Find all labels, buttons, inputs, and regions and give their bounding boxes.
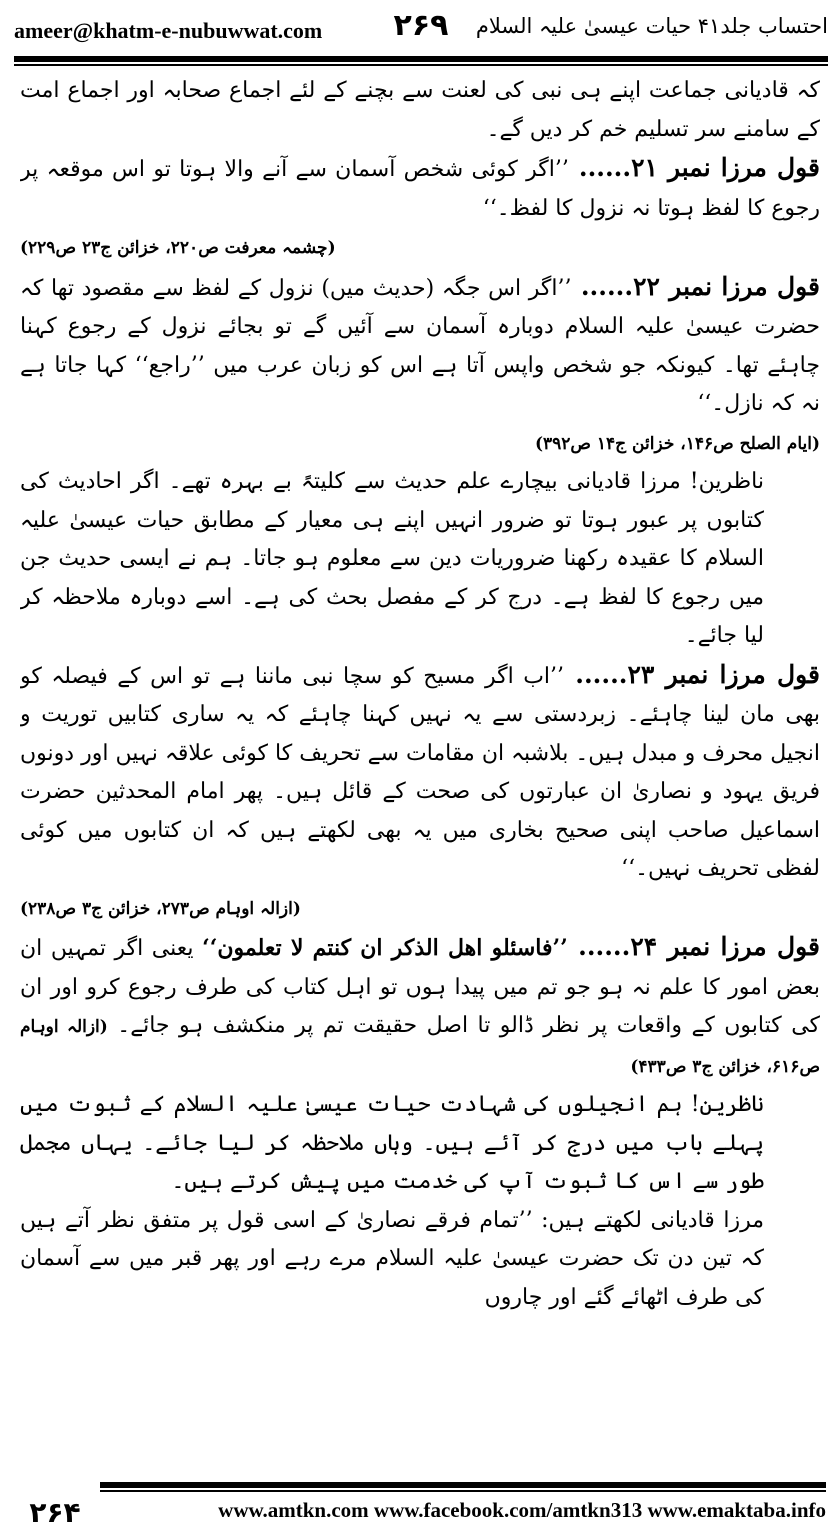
quote-23 [20, 656, 820, 889]
page-body [20, 72, 820, 1482]
quote-23-heading: قول مرزا نمبر ۲۳...... [564, 659, 820, 689]
quote-21-reference: (چشمہ معرفت ص۲۲۰، خزائن ج۲۳ ص۲۲۹) [20, 238, 336, 258]
page-header [14, 8, 828, 52]
quote-22 [20, 268, 820, 424]
quote-24 [20, 928, 820, 1086]
quote-24-heading: قول مرزا نمبر ۲۴...... [567, 932, 820, 961]
footer-rule-thin [100, 1490, 826, 1492]
quote-21-text: ’’اگر کوئی شخص آسمان سے آنے والا ہوتا تو اس موقعہ پر رجوع کا لفظ ہوتا نہ نزول کا لفظ۔‘‘ [20, 157, 820, 221]
paragraph-nazireen-2: ناظرین! ہم انجیلوں کی شہادت حیات عیسیٰ علیہ السلام کے ثبوت میں پہلے باب میں درج کر آئے ہیں۔ وہاں ملاحظہ کر لیا جائے۔ یہاں مجمل طور سے اس کا ثبوت آپ کی خدمت میں پیش کرتے ہیں۔ [20, 1092, 764, 1194]
header-title: احتساب جلد۴۱ حیات عیسیٰ علیہ السلام [475, 14, 828, 38]
quote-21-reference-line [20, 228, 820, 268]
quote-22-heading: قول مرزا نمبر ۲۲...... [571, 271, 820, 301]
paragraph-intro: کہ قادیانی جماعت اپنے ہی نبی کی لعنت سے بچنے کے لئے اجماع صحابہ اور اجماع امت کے سامنے سر تسلیم خم کر دیں گے۔ [20, 78, 820, 142]
quote-22-reference-line [20, 424, 820, 464]
quote-23-reference-line [20, 889, 820, 929]
paragraph-nazireen-1: ناظرین! مرزا قادیانی بیچارے علم حدیث سے کلیتہً بے بہرہ تھے۔ اگر احادیث کی کتابوں پر عبور ہوتا تو ضرور انہیں اپنے ہی معیار کے مطابق حیات عیسیٰ علیہ السلام کا عقیدہ رکھنا ضروریات دین سے معلوم ہو جاتا۔ ہم نے ایسی حدیث جن میں رجوع کا لفظ ہے۔ درج کر کے مفصل بحث کی ہے۔ اسے دوبارہ ملاحظہ کر لیا جائے۔ [20, 469, 765, 648]
quote-22-reference: (ایام الصلح ص۱۴۶، خزائن ج۱۴ ص۳۹۲) [534, 433, 820, 454]
quote-23-text: ’’اب اگر مسیح کو سچا نبی ماننا ہے تو اس کے فیصلہ کو بھی مان لینا چاہئے۔ زبردستی سے یہ نہیں کہنا چاہئے کہ یہ ساری کتابیں توریت و انجیل محرف و مبدل ہیں۔ بلاشبہ ان مقامات سے تحریف کا کوئی علاقہ نہیں اور دونوں فریق یہود و نصاریٰ ان عبارتوں کی صحت کے قائل ہیں۔ پھر امام المحدثین حضرت اسماعیل صاحب اپنی صحیح بخاری میں یہ بھی لکھتے ہیں کہ ان کتابوں میں کوئی لفظی تحریف نہیں۔‘‘ [20, 663, 820, 881]
quote-24-text: یعنی اگر تمہیں ان بعض امور کا علم نہ ہو جو تم میں پیدا ہوں تو اہل کتاب کی طرف رجوع کرو اور ان کی کتابوں کے واقعات پر نظر ڈالو تا اصل حقیقت تم پر منکشف ہو جائے۔ [20, 936, 820, 1038]
quote-24-arabic: ’’فاسئلو اھل الذکر ان کنتم لا تعلمون‘‘ [202, 935, 568, 961]
header-rule-thin [14, 64, 828, 66]
header-email: ameer@khatm-e-nubuwwat.com [14, 18, 323, 43]
footer-page-number: ۲۶۴ [29, 1496, 81, 1529]
paragraph-mirza-writes: مرزا قادیانی لکھتے ہیں: ’’تمام فرقے نصاریٰ کے اسی قول پر متفق نظر آتے ہیں کہ تین دن تک حضرت عیسیٰ علیہ السلام مرے رہے اور پھر قبر میں سے آسمان کی طرف اٹھائے گئے اور چاروں [20, 1207, 764, 1310]
header-rule [14, 56, 828, 62]
quote-21 [20, 149, 820, 228]
quote-23-reference: (ازالہ اوہام ص۲۷۳، خزائن ج۳ ص۲۳۸) [20, 898, 301, 919]
footer-rule [100, 1482, 826, 1488]
quote-21-heading: قول مرزا نمبر ۲۱...... [568, 153, 820, 182]
footer-links: www.amtkn.com www.facebook.com/amtkn313 www.emaktaba.info [218, 1498, 826, 1522]
quote-22-text: ’’اگر اس جگہ (حدیث میں) نزول کے لفظ سے مقصود تھا کہ حضرت عیسیٰ علیہ السلام دوبارہ آسمان سے آئیں گے تو بجائے نزول کے رجوع کہنا چاہئے تھا۔ کیونکہ جو شخص واپس آتا ہے اس کو زبان عرب میں ’’راجع‘‘ کہا جاتا ہے نہ کہ نازل۔‘‘ [20, 275, 820, 416]
header-page-number: ۲۶۹ [393, 8, 449, 43]
quote-24-reference: (ازالہ اوہام ص۶۱۶، خزائن ج۳ ص۴۳۳) [20, 1017, 820, 1077]
